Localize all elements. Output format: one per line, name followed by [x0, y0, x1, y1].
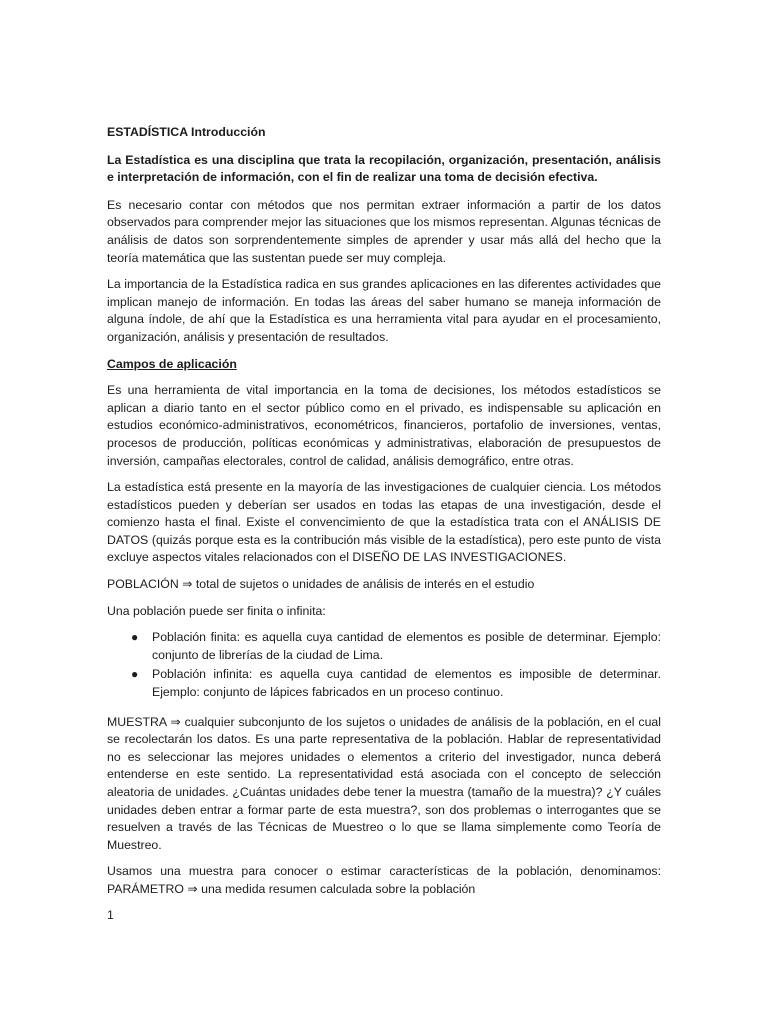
- document-page: [107, 124, 661, 899]
- paragraph-importance: La importancia de la Estadística radica en sus grandes aplicaciones en las diferentes actividades que implican manejo de información. En todas las áreas del saber humano se maneja información de alguna índole, de ahí que la Estadística es una herramienta vital para ayudar en el procesamiento, organización, análisis y presentación de resultados.: [107, 277, 661, 344]
- page-number: 1: [107, 908, 114, 922]
- poblacion-types-intro: Una población puede ser finita o infinita:: [107, 603, 326, 618]
- poblacion-definition: POBLACIÓN ⇒ total de sujetos o unidades de análisis de interés en el estudio: [107, 577, 535, 592]
- poblacion-types-list: [107, 629, 661, 701]
- paragraph-research: La estadística está presente en la mayoría de las investigaciones de cualquier ciencia. Los métodos estadísticos pueden y deberían ser usados en todas las etapas de una investigación, desde el comienzo hasta el final. Existe el convencimiento de que la estadística trata con el ANÁLISIS DE DATOS (quizás porque esta es la contribución más visible de la estadística), pero este punto de vista excluye aspectos vitales relacionados con el DISEÑO DE LAS INVESTIGACIONES.: [107, 480, 661, 565]
- section-heading-campos: Campos de aplicación: [107, 356, 237, 371]
- parametro-definition: PARÁMETRO ⇒ una medida resumen calculada sobre la población: [107, 881, 476, 896]
- intro-paragraph: La Estadística es una disciplina que trata la recopilación, organización, presentación, análisis e interpretación de información, con el fin de realizar una toma de decisión efectiva.: [107, 152, 661, 185]
- paragraph-applications: Es una herramienta de vital importancia en la toma de decisiones, los métodos estadísticos se aplican a diario tanto en el sector público como en el privado, es indispensable su aplicación en estudios económico-administrativos, econométricos, financieros, portafolio de inversiones, ventas, procesos de producción, políticas económicas y administrativas, elaboración de presupuestos de inversión, campañas electorales, control de calidad, análisis demográfico, entre otras.: [107, 383, 661, 468]
- final-paragraph: [107, 863, 661, 898]
- muestra-definition: MUESTRA ⇒ cualquier subconjunto de los sujetos o unidades de análisis de la población, en el cual se recolectarán los datos. Es una parte representativa de la población. Hablar de representatividad no es seleccionar las mejores unidades o elementos a criterio del investigador, nunca deberá entenderse en este sentido. La representatividad está asociada con el concepto de selección aleatoria de unidades. ¿Cuántas unidades debe tener la muestra (tamaño de la muestra)? ¿Y cuáles unidades deben entrar a formar parte de esta muestra?, son dos problemas o interrogantes que se resuelven a través de las Técnicas de Muestreo o lo que se llama simplemente como Teoría de Muestreo.: [107, 714, 661, 852]
- list-item-text: Población finita: es aquella cuya cantidad de elementos es posible de determinar. Ejemplo: conjunto de librerías de la ciudad de Lima.: [152, 630, 661, 662]
- paragraph-methods: Es necesario contar con métodos que nos permitan extraer información a partir de los datos observados para comprender mejor las situaciones que los mismos representan. Algunas técnicas de análisis de datos son sorprendentemente simples de aprender y usar más allá del hecho que la teoría matemática que las sustentan puede ser muy compleja.: [107, 197, 661, 265]
- list-item: [107, 629, 661, 664]
- final-paragraph-line-1: Usamos una muestra para conocer o estimar características de la población, denominamos:: [107, 864, 661, 879]
- bullet-icon: ●: [131, 667, 139, 682]
- list-item: [107, 666, 661, 701]
- bullet-icon: ●: [131, 630, 139, 645]
- document-title: ESTADÍSTICA Introducción: [107, 125, 266, 139]
- list-item-text: Población infinita: es aquella cuya cantidad de elementos es imposible de determinar. Ejemplo: conjunto de lápices fabricados en un proceso continuo.: [152, 667, 661, 700]
